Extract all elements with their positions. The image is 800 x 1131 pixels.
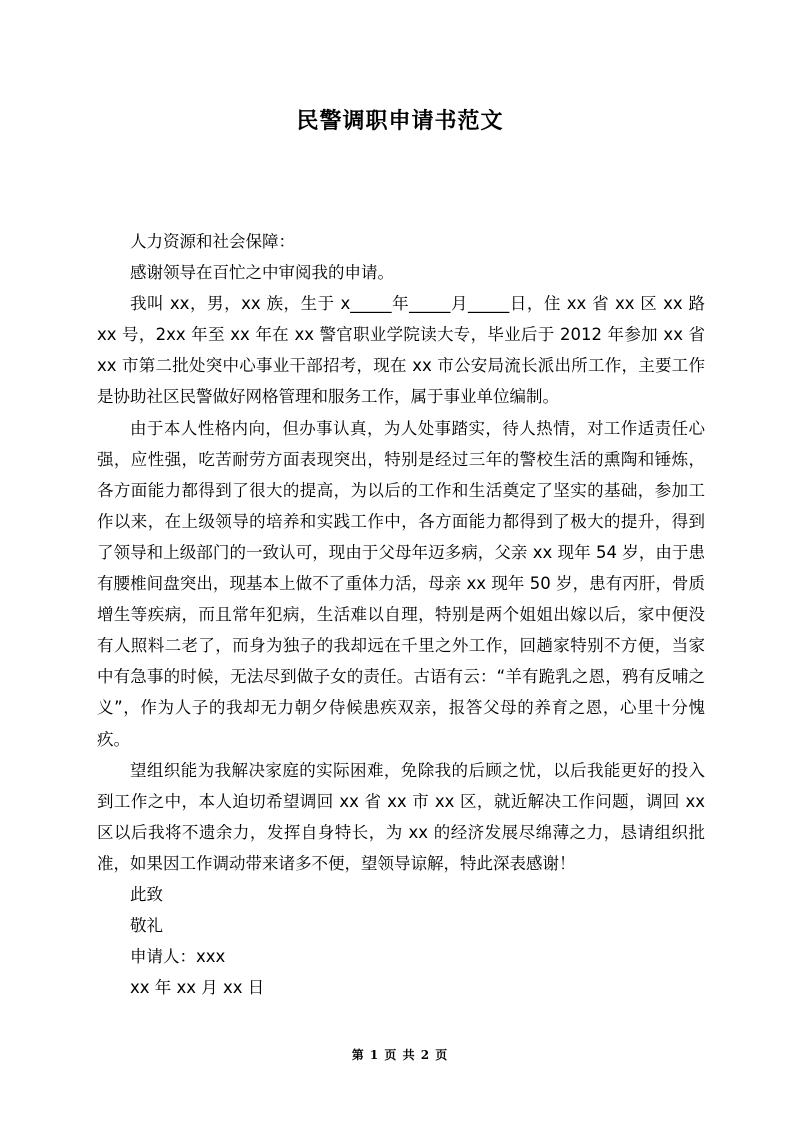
application-date: xx 年 xx 月 xx 日 <box>130 978 265 998</box>
salutation: 人力资源和社会保障： <box>130 232 295 251</box>
paragraph-thanks: 感谢领导在百忙之中审阅我的申请。 <box>130 263 394 283</box>
closing-cizhi: 此致 <box>130 884 163 904</box>
page-number-footer: 第 1 页 共 2 页 <box>351 1048 449 1062</box>
applicant-signature: 申请人：xxx <box>130 947 226 967</box>
document-body <box>97 226 705 1003</box>
paragraph-introduction: 我叫 xx，男，xx 族，生于 x_____年_____月_____日，住 xx 省 xx 区 xx 路 xx 号，2xx 年至 xx 年在 xx 警官职业学院读大专，毕业后于 2012 年参加 xx 省 xx 市第二批处突中心事业干部招考，现在 xx 市公安局流长派出所工作，主要工作是协助社区民警做好网格管理和服务工作，属于事业单位编制。 <box>97 294 705 407</box>
closing-jingli: 敬礼 <box>130 916 163 936</box>
paragraph-reasons: 由于本人性格内向，但办事认真，为人处事踏实，待人热情，对工作适责任心强，应性强，吃苦耐劳方面表现突出，特别是经过三年的警校生活的熏陶和锤炼，各方面能力都得到了很大的提高，为以后的工作和生活奠定了坚实的基础，参加工作以来，在上级领导的培养和实践工作中，各方面能力都得到了极大的提升，得到了领导和上级部门的一致认可，现由于父母年迈多病，父亲 xx 现年 54 岁，由于患有腰椎间盘突出，现基本上做不了重体力活，母亲 xx 现年 50 岁，患有丙肝，骨质增生等疾病，而且常年犯病，生活难以自理，特别是两个姐姐出嫁以后，家中便没有人照料二老了，而身为独子的我却远在千里之外工作，回趟家特别不方便，当家中有急事的时候，无法尽到做子女的责任。古语有云：“羊有跪乳之恩，鸦有反哺之义”，作为人子的我却无力朝夕侍候患疾双亲，报答父母的养育之恩，心里十分愧疚。 <box>97 418 705 749</box>
document-title: 民警调职申请书范文 <box>296 109 504 134</box>
paragraph-request: 望组织能为我解决家庭的实际困难，免除我的后顾之忧，以后我能更好的投入到工作之中，本人迫切希望调回 xx 省 xx 市 xx 区，就近解决工作问题，调回 xx 区以后我将不遗余力，发挥自身特长，为 xx 的经济发展尽绵薄之力，恳请组织批准，如果因工作调动带来诸多不便，望领导谅解，特此深表感谢！ <box>97 760 705 873</box>
